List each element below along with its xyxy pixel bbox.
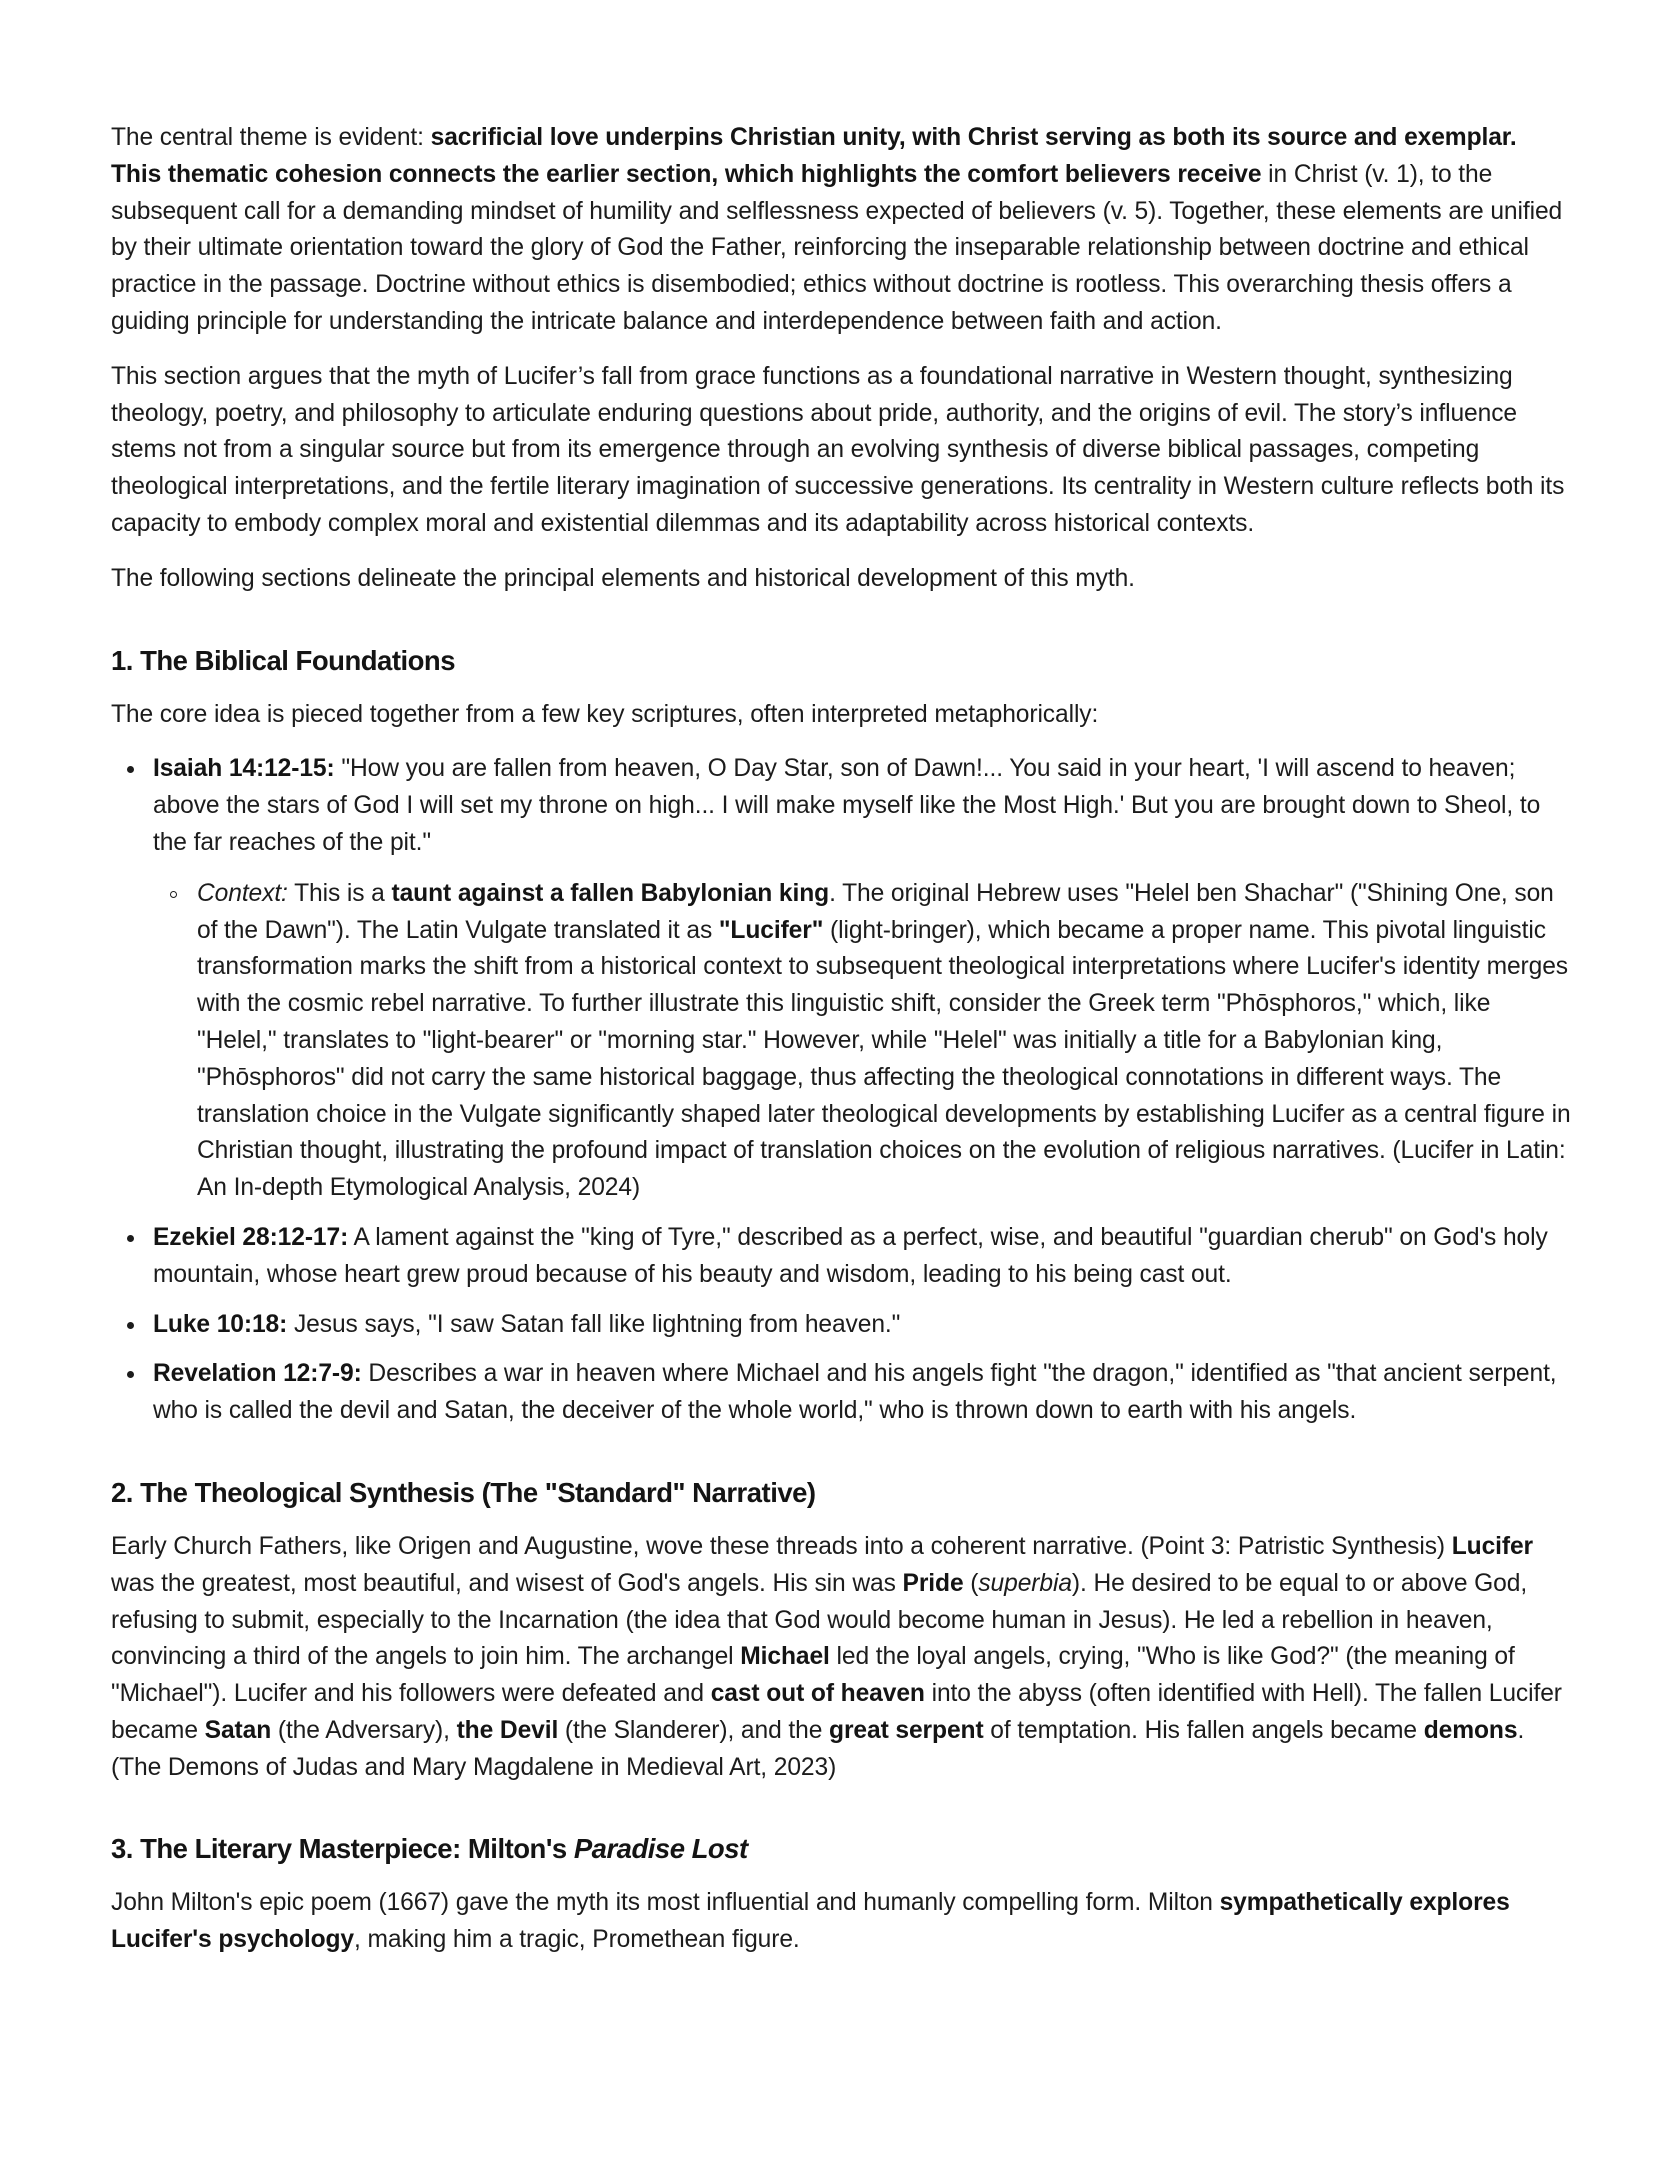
context-text: This is a — [287, 879, 392, 907]
context-text: . The original Hebrew uses "Helel ben Shachar" ("Shining One, son of the Dawn"). The Latin Vulgate translated it as — [197, 879, 1554, 944]
context-bold: "Lucifer" — [718, 916, 824, 944]
scripture-ref: Revelation 12:7-9: — [153, 1360, 362, 1388]
bullet-icon — [127, 1371, 134, 1378]
text: (the Adversary), — [271, 1716, 457, 1744]
scripture-ref: Luke 10:18: — [153, 1310, 288, 1338]
intro-paragraph-1 — [111, 120, 1571, 341]
text: , making him a tragic, Promethean figure. — [354, 1926, 800, 1954]
section-3-paragraph — [111, 1885, 1571, 1959]
bold-text: Lucifer — [1451, 1532, 1534, 1560]
bold-text: Satan — [204, 1716, 272, 1744]
scripture-list — [111, 751, 1571, 1430]
heading-italic-title: Paradise Lost — [573, 1833, 748, 1865]
document-body — [111, 120, 1571, 1977]
scripture-text: "How you are fallen from heaven, O Day Star, son of Dawn!... You said in your heart, 'I will ascend to heaven; above the stars of God I will set my throne on high... I will make myself like the Most High.' But you are brought down to Sheol, to the far reaches of the pit." — [153, 755, 1541, 856]
hollow-bullet-icon — [170, 891, 177, 898]
list-item-isaiah — [153, 751, 1571, 1207]
text: into the abyss (often identified with Hell). The fallen Lucifer became — [111, 1680, 1562, 1744]
bold-text: Michael — [740, 1643, 830, 1671]
intro-paragraph-2: This section argues that the myth of Lucifer’s fall from grace functions as a foundational narrative in Western thought, synthesizing theology, poetry, and philosophy to articulate enduring questions about pride, authority, and the origins of evil. The story’s influence stems not from a singular source but from its emergence through an evolving synthesis of diverse biblical passages, competing theological interpretations, and the fertile literary imagination of successive generations. Its centrality in Western culture reflects both its capacity to embody complex moral and existential dilemmas and its adaptability across historical contexts. — [111, 362, 1565, 537]
bold-text: demons — [1423, 1716, 1518, 1744]
bullet-icon — [127, 1322, 134, 1329]
text: Early Church Fathers, like Origen and Augustine, wove these threads into a coherent narrative. (Point 3: Patristic Synthesis) — [111, 1532, 1452, 1560]
scripture-text: A lament against the "king of Tyre," described as a perfect, wise, and beautiful "guardian cherub" on God's holy mountain, whose heart grew proud because of his beauty and wisdom, leading to his being cast out. — [153, 1223, 1548, 1288]
context-label: Context: — [197, 879, 288, 907]
text: was the greatest, most beautiful, and wisest of God's angels. His sin was — [111, 1569, 903, 1597]
intro-paragraph-3: The following sections delineate the principal elements and historical development of this myth. — [111, 564, 1135, 592]
text: . (The Demons of Judas and Mary Magdalene in Medieval Art, 2023) — [111, 1716, 1525, 1781]
bold-text: great serpent — [829, 1716, 984, 1744]
context-text: (light-bringer), which became a proper name. This pivotal linguistic transformation marks the shift from a historical context to subsequent theological interpretations where Lucifer's identity merges with the cosmic rebel narrative. To further illustrate this linguistic shift, consider the Greek term "Phōsphoros," which, like "Helel," translates to "light-bearer" or "morning star." However, while "Helel" was initially a title for a Babylonian king, "Phōsphoros" did not carry the same historical baggage, thus affecting the theological connotations in different ways. The translation choice in the Vulgate significantly shaped later theological developments by establishing Lucifer as a central figure in Christian thought, illustrating the profound impact of translation choices on the evolution of religious narratives. (Lucifer in Latin: An In-depth Etymological Analysis, 2024) — [197, 916, 1571, 1202]
intro-p1-lead: The central theme is evident: — [111, 124, 431, 151]
list-item-ezekiel — [153, 1220, 1571, 1294]
section-3-heading — [111, 1829, 1571, 1869]
scripture-ref: Ezekiel 28:12-17: — [153, 1223, 349, 1251]
intro-p1-rest: in Christ (v. 1), to the subsequent call for a demanding mindset of humility and selflessness expected of believers (v. 5). Together, these elements are unified by their ultimate orientation toward the glory of God the Father, reinforcing the inseparable relationship between doctrine and ethical practice in the passage. Doctrine without ethics is disembodied; ethics without doctrine is rootless. This overarching thesis offers a guiding principle for understanding the intricate balance and interdependence between faith and action. — [111, 160, 1563, 335]
list-item-revelation — [153, 1356, 1571, 1430]
heading-text: 3. The Literary Masterpiece: Milton's — [111, 1833, 574, 1865]
list-item-context — [197, 876, 1571, 1207]
context-bold: taunt against a fallen Babylonian king — [391, 879, 830, 907]
intro-p1-thesis: sacrificial love underpins Christian unity, with Christ serving as both its source and exemplar. This thematic cohesion connects the earlier section, which highlights the comfort believers receive — [111, 124, 1517, 188]
scripture-text: Jesus says, "I saw Satan fall like lightning from heaven." — [287, 1310, 901, 1338]
bullet-icon — [127, 1235, 134, 1242]
list-item-luke — [153, 1307, 1571, 1344]
bullet-icon — [127, 766, 134, 773]
italic-text: superbia — [978, 1569, 1072, 1597]
section-2-heading: 2. The Theological Synthesis (The "Standard" Narrative) — [111, 1476, 816, 1508]
bold-text: Pride — [902, 1569, 964, 1597]
bold-text: cast out of heaven — [710, 1680, 925, 1708]
text: (the Slanderer), and the — [558, 1716, 830, 1744]
bold-text: the Devil — [456, 1716, 559, 1744]
bold-text: sympathetically explores Lucifer's psychology — [111, 1889, 1510, 1954]
section-1-intro: The core idea is pieced together from a few key scriptures, often interpreted metaphorically: — [111, 700, 1099, 728]
context-sublist — [153, 876, 1571, 1207]
text: John Milton's epic poem (1667) gave the myth its most influential and humanly compelling form. Milton — [111, 1889, 1220, 1917]
section-1-heading: 1. The Biblical Foundations — [111, 644, 456, 676]
scripture-ref: Isaiah 14:12-15: — [153, 755, 335, 783]
text: ). He desired to be equal to or above God, refusing to submit, especially to the Incarnation (the idea that God would become human in Jesus). He led a rebellion in heaven, convincing a third of the angels to join him. The archangel — [111, 1569, 1528, 1671]
text: led the loyal angels, crying, "Who is like God?" (the meaning of "Michael"). Lucifer and his followers were defeated and — [111, 1643, 1515, 1708]
scripture-text: Describes a war in heaven where Michael and his angels fight "the dragon," identified as "that ancient serpent, who is called the devil and Satan, the deceiver of the whole world," who is thrown down to earth with his angels. — [153, 1360, 1557, 1425]
text: ( — [963, 1569, 979, 1597]
text: of temptation. His fallen angels became — [983, 1716, 1424, 1744]
section-2-paragraph — [111, 1529, 1571, 1787]
